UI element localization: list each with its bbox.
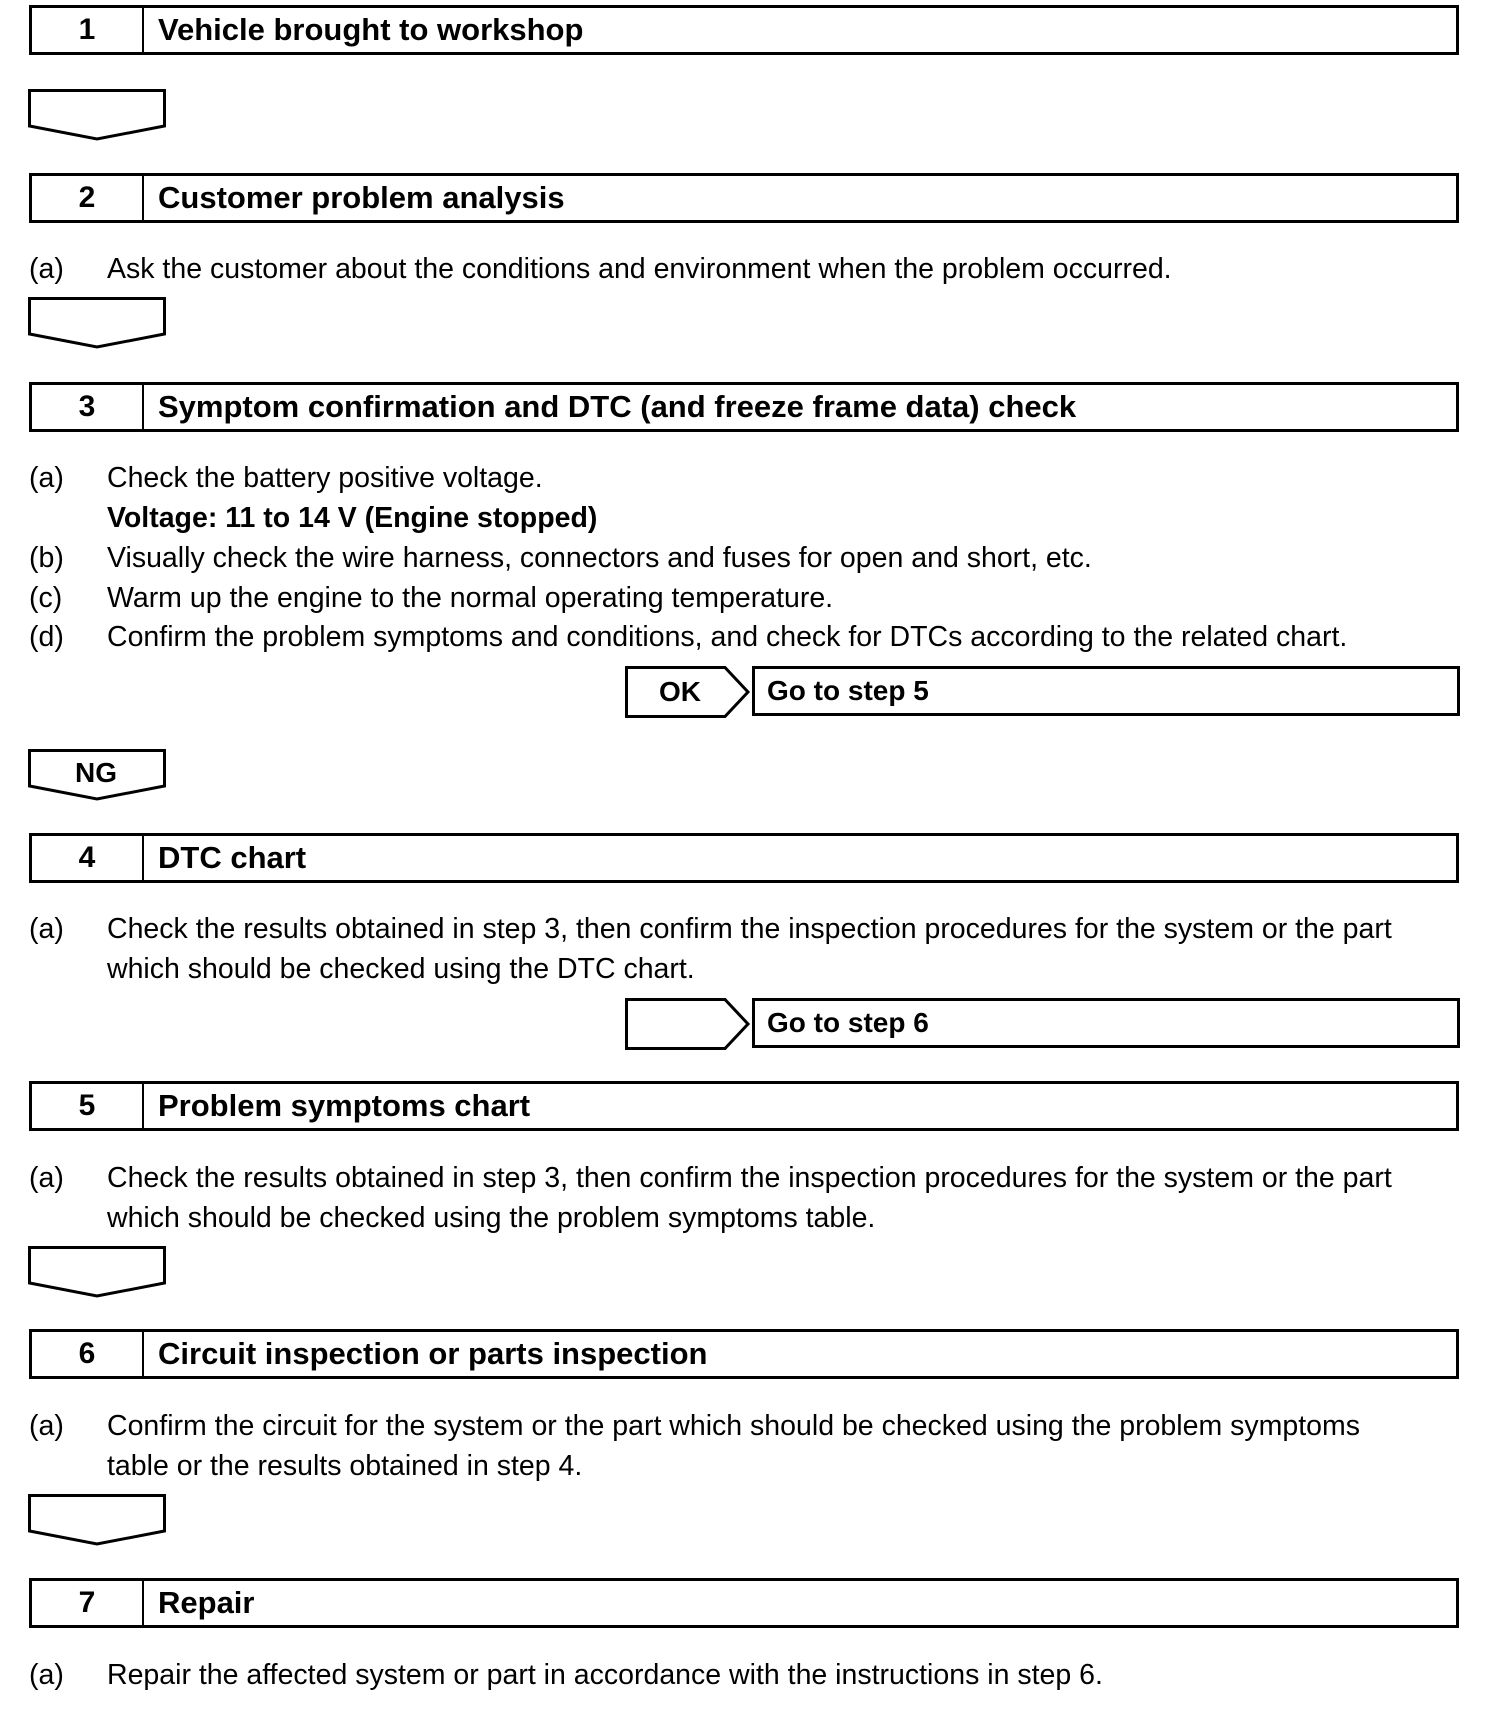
step-5-header	[29, 1081, 1459, 1131]
step-number: 6	[32, 1332, 144, 1376]
step-title: DTC chart	[158, 840, 307, 875]
item-text: which should be checked using the DTC chart.	[107, 953, 695, 985]
step-number: 1	[32, 8, 144, 52]
step-1-header	[29, 5, 1459, 55]
ok-branch-arrow	[625, 666, 755, 718]
step-7-header	[29, 1578, 1459, 1628]
item-label: (a)	[29, 913, 64, 945]
down-arrow-icon	[28, 1246, 166, 1298]
step-6-header	[29, 1329, 1459, 1379]
ng-down-arrow	[28, 749, 166, 801]
goto-step-5-box: Go to step 5	[752, 666, 1460, 716]
down-arrow-icon	[28, 89, 166, 141]
step-number: 3	[32, 385, 144, 429]
step-number: 7	[32, 1581, 144, 1625]
down-arrow-icon	[28, 297, 166, 349]
voltage-spec: Voltage: 11 to 14 V (Engine stopped)	[107, 502, 598, 534]
item-label: (a)	[29, 253, 64, 285]
step-title: Repair	[158, 1585, 255, 1620]
item-text: table or the results obtained in step 4.	[107, 1450, 583, 1482]
step-title: Vehicle brought to workshop	[158, 12, 584, 47]
item-text: which should be checked using the problem symptoms table.	[107, 1202, 876, 1234]
goto-step-6-box: Go to step 6	[752, 998, 1460, 1048]
step-title: Problem symptoms chart	[158, 1088, 531, 1123]
step-number: 2	[32, 176, 144, 220]
item-text: Check the battery positive voltage.	[107, 462, 543, 494]
right-arrow-icon	[625, 998, 755, 1050]
item-text: Confirm the problem symptoms and conditions, and check for DTCs according to the related chart.	[107, 621, 1348, 653]
item-label: (c)	[29, 582, 63, 614]
step-4-header	[29, 833, 1459, 883]
step-number: 5	[32, 1084, 144, 1128]
ok-label: OK	[659, 676, 701, 707]
step-title: Circuit inspection or parts inspection	[158, 1336, 708, 1371]
item-label: (a)	[29, 462, 64, 494]
step-title: Customer problem analysis	[158, 180, 565, 215]
item-text: Check the results obtained in step 3, then confirm the inspection procedures for the system or the part	[107, 913, 1392, 945]
ng-label: NG	[75, 757, 117, 788]
item-label: (a)	[29, 1410, 64, 1442]
step-number: 4	[32, 836, 144, 880]
item-text: Visually check the wire harness, connectors and fuses for open and short, etc.	[107, 542, 1092, 574]
item-label: (d)	[29, 621, 64, 653]
item-text: Check the results obtained in step 3, then confirm the inspection procedures for the system or the part	[107, 1162, 1392, 1194]
step-title: Symptom confirmation and DTC (and freeze frame data) check	[158, 389, 1077, 424]
down-arrow-icon	[28, 1494, 166, 1546]
step-3-header	[29, 382, 1459, 432]
item-text: Confirm the circuit for the system or the part which should be checked using the problem symptoms	[107, 1410, 1360, 1442]
item-text: Repair the affected system or part in accordance with the instructions in step 6.	[107, 1659, 1103, 1691]
item-label: (a)	[29, 1659, 64, 1691]
step-2-header	[29, 173, 1459, 223]
item-label: (b)	[29, 542, 64, 574]
item-label: (a)	[29, 1162, 64, 1194]
item-text: Ask the customer about the conditions and environment when the problem occurred.	[107, 253, 1172, 285]
item-text: Warm up the engine to the normal operating temperature.	[107, 582, 834, 614]
